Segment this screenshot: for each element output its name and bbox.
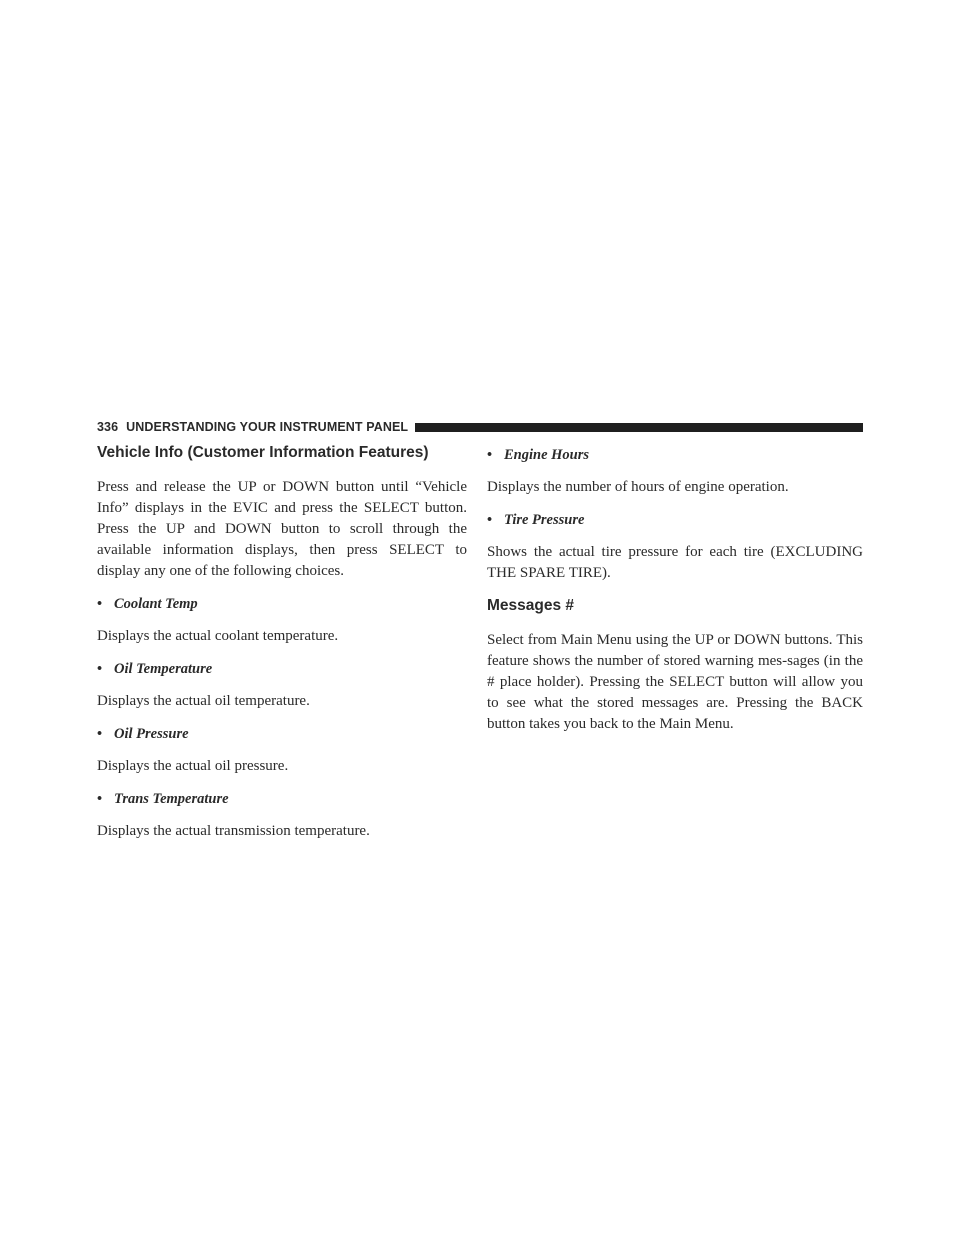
- vehicle-info-heading: Vehicle Info (Customer Information Features): [97, 444, 429, 461]
- list-item: • Trans Temperature: [97, 791, 229, 807]
- list-item: • Coolant Temp: [97, 596, 198, 612]
- page-header: [97, 417, 863, 437]
- header-rule: [415, 423, 863, 432]
- list-item: • Tire Pressure: [487, 512, 585, 528]
- left-column: [97, 443, 467, 854]
- item-description: Displays the actual transmission temperature.: [97, 823, 370, 839]
- list-item: • Oil Pressure: [97, 726, 189, 742]
- list-item: • Oil Temperature: [97, 661, 213, 677]
- section-title: UNDERSTANDING YOUR INSTRUMENT PANEL: [126, 420, 409, 434]
- item-label: Oil Pressure: [114, 726, 189, 742]
- vehicle-info-intro: Press and release the UP or DOWN button until “Vehicle Info” displays in the EVIC and press the SELECT button. Press the UP and DOWN button to scroll through the available information displays, then press SELECT to display any one of the following choices.: [97, 479, 467, 579]
- item-label: Trans Temperature: [114, 791, 229, 807]
- page-number: 336: [97, 420, 119, 434]
- messages-heading: Messages #: [487, 597, 575, 614]
- item-label: Oil Temperature: [114, 661, 213, 677]
- item-label: Engine Hours: [504, 447, 590, 463]
- item-description: Shows the actual tire pressure for each tire (EXCLUDING THE SPARE TIRE).: [487, 544, 863, 581]
- messages-body: Select from Main Menu using the UP or DOWN buttons. This feature shows the number of stored warning mes-sages (in the # place holder). Pressing the SELECT button will allow you to see what the stored messages are. Pressing the BACK button takes you back to the Main Menu.: [487, 632, 863, 732]
- item-description: Displays the actual oil temperature.: [97, 693, 310, 709]
- item-label: Coolant Temp: [114, 596, 198, 612]
- right-column: [487, 443, 863, 747]
- item-description: Displays the number of hours of engine operation.: [487, 479, 789, 495]
- list-item: • Engine Hours: [487, 447, 590, 463]
- item-label: Tire Pressure: [504, 512, 585, 528]
- item-description: Displays the actual coolant temperature.: [97, 628, 339, 644]
- item-description: Displays the actual oil pressure.: [97, 758, 289, 774]
